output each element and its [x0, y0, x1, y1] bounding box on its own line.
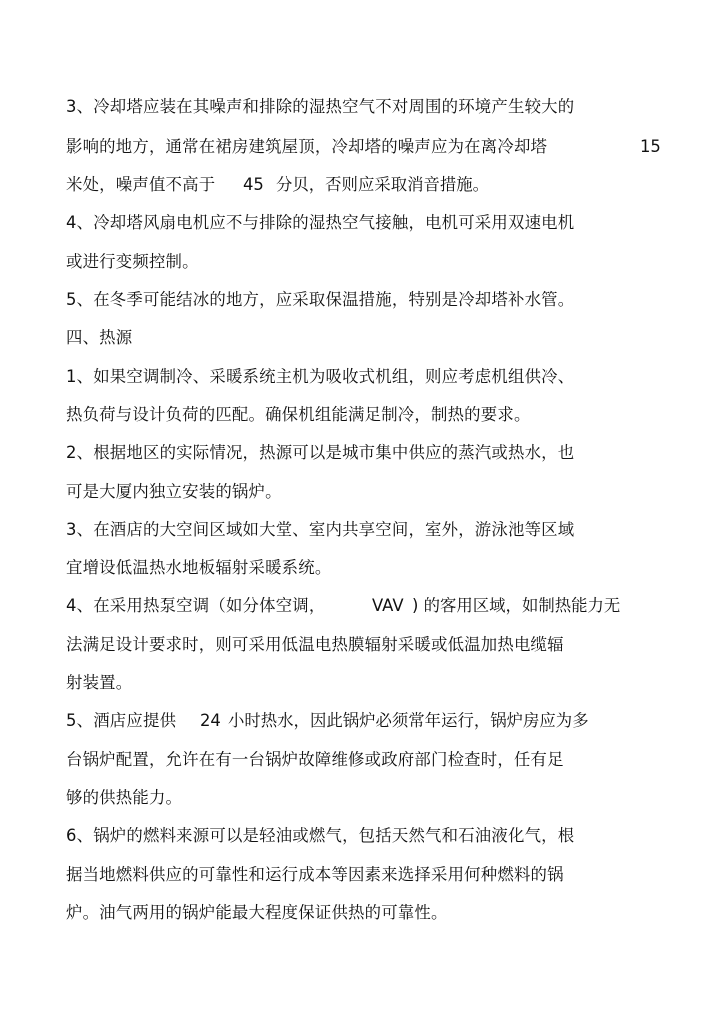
paragraph-line: 够的供热能力。 [66, 788, 183, 807]
section-heading: 四、热源 [66, 328, 133, 347]
paragraph-line: 5、酒店应提供 [66, 711, 177, 730]
paragraph-line: ) 的客用区域，如制热能力无 [412, 596, 621, 615]
paragraph-line: 可是大厦内独立安装的锅炉。 [66, 482, 282, 501]
paragraph-line: 或进行变频控制。 [66, 252, 199, 271]
paragraph-line: 3、在酒店的大空间区域如大堂、室内共享空间，室外，游泳池等区域 [66, 520, 575, 539]
paragraph-line: 米处，噪声值不高于 [66, 175, 216, 194]
paragraph-line: 分贝，否则应采取消音措施。 [276, 175, 490, 194]
paragraph-line: 热负荷与设计负荷的匹配。确保机组能满足制冷，制热的要求。 [66, 405, 531, 424]
paragraph-line: 法满足设计要求时，则可采用低温电热膜辐射采暖或低温加热电缆辐 [66, 635, 564, 654]
paragraph-line: 小时热水，因此锅炉必须常年运行，锅炉房应为多 [228, 711, 589, 730]
paragraph-line: 4、在采用热泵空调（如分体空调， [66, 596, 326, 615]
distance-value: 15 [640, 137, 661, 156]
paragraph-line: 射装置。 [66, 673, 133, 692]
noise-limit-value: 45 [243, 175, 264, 194]
paragraph-line: 4、冷却塔风扇电机应不与排除的湿热空气接触，电机可采用双速电机 [66, 213, 575, 232]
paragraph-line: 据当地燃料供应的可靠性和运行成本等因素来选择采用何种燃料的锅 [66, 865, 564, 884]
paragraph-line: 炉。油气两用的锅炉能最大程度保证供热的可靠性。 [66, 903, 448, 922]
hours-value: 24 [200, 711, 221, 730]
paragraph-line: 3、冷却塔应装在其噪声和排除的湿热空气不对周围的环境产生较大的 [66, 97, 575, 116]
paragraph-line: 2、根据地区的实际情况，热源可以是城市集中供应的蒸汽或热水，也 [66, 443, 575, 462]
paragraph-line: 6、锅炉的燃料来源可以是轻油或燃气，包括天然气和石油液化气，根 [66, 826, 575, 845]
paragraph-line: 台锅炉配置，允许在有一台锅炉故障维修或政府部门检查时，任有足 [66, 750, 564, 769]
vav-label: VAV [372, 596, 404, 615]
paragraph-line: 宜增设低温热水地板辐射采暖系统。 [66, 558, 332, 577]
paragraph-line: 5、在冬季可能结冰的地方，应采取保温措施，特别是冷却塔补水管。 [66, 290, 575, 309]
paragraph-line: 影响的地方，通常在裙房建筑屋顶，冷却塔的噪声应为在离冷却塔 [66, 137, 548, 156]
paragraph-line: 1、如果空调制冷、采暖系统主机为吸收式机组，则应考虑机组供冷、 [66, 367, 575, 386]
